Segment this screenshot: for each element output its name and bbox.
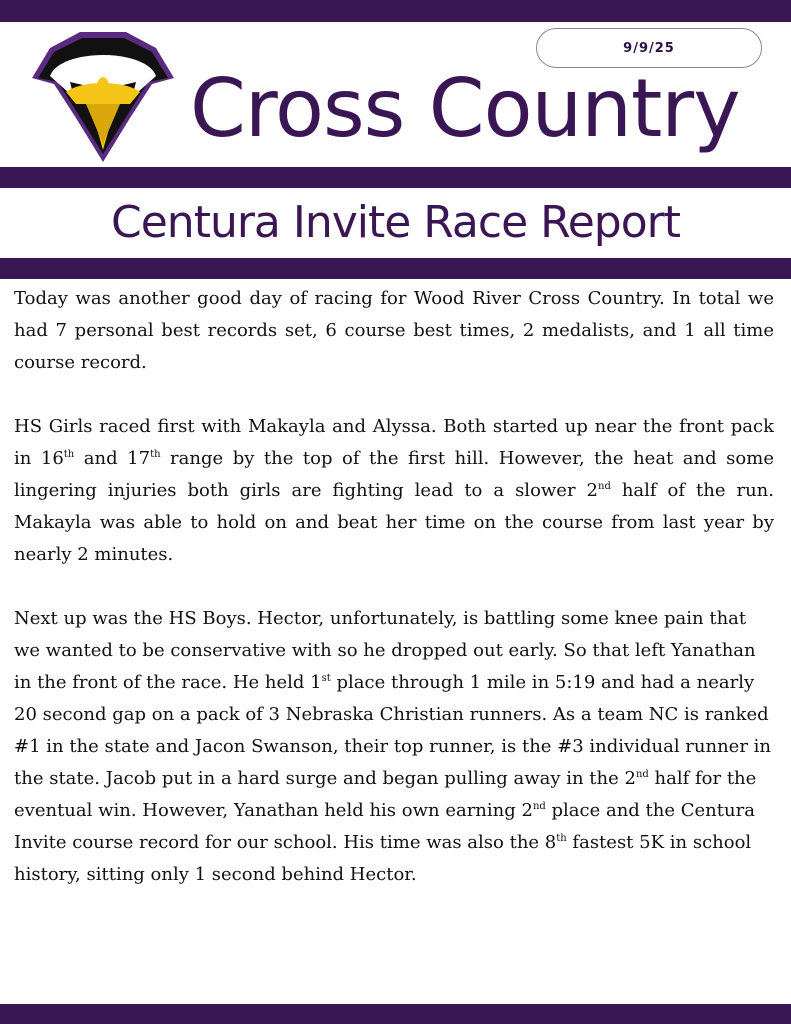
girls-race-paragraph bbox=[14, 411, 774, 571]
text-span: place and the Centura Invite course record for our school. His time was also the 8 bbox=[14, 800, 755, 853]
text-span: Next up was the HS Boys. Hector, unfortunately, is battling some knee pain that we wanted to be conservative with so he dropped out early. So that left Yanathan in the front of the race. He held 1 bbox=[14, 608, 756, 693]
ordinal-suffix: th bbox=[556, 833, 567, 844]
eagle-mascot-logo bbox=[30, 26, 176, 166]
article-body bbox=[14, 283, 774, 891]
text-span: place through 1 mile in 5:19 and had a nearly 20 second gap on a pack of 3 Nebraska Christian runners. As a team NC is ranked #1 in the state and Jacon Swanson, their top runner, is the #3 individual runner in the state. Jacob put in a hard surge and began pulling away in the 2 bbox=[14, 672, 772, 789]
date-badge: 9/9/25 bbox=[536, 28, 762, 68]
bottom-banner-bar bbox=[0, 1004, 791, 1024]
boys-race-paragraph bbox=[14, 603, 774, 891]
intro-paragraph: Today was another good day of racing for Wood River Cross Country. In total we had 7 personal best records set, 6 course best times, 2 medalists, and 1 all time course record. bbox=[14, 288, 774, 373]
text-span: and 17 bbox=[74, 448, 151, 469]
top-banner-bar bbox=[0, 0, 791, 22]
divider-bar bbox=[0, 258, 791, 279]
text-span: fastest 5K in school history, sitting only 1 second behind Hector. bbox=[14, 832, 752, 885]
ordinal-suffix: nd bbox=[532, 801, 546, 812]
text-span: half of the run. Makayla was able to hold on and beat her time on the course from last year by nearly 2 minutes. bbox=[14, 480, 774, 565]
report-subtitle: Centura Invite Race Report bbox=[111, 197, 680, 248]
ordinal-suffix: th bbox=[63, 449, 75, 460]
ordinal-suffix: nd bbox=[635, 769, 649, 780]
text-span: range by the top of the first hill. However, the heat and some lingering injuries both girls are fighting lead to a slower 2 bbox=[14, 448, 774, 501]
page-title: Cross Country bbox=[190, 62, 740, 155]
divider-bar bbox=[0, 167, 791, 188]
ordinal-suffix: th bbox=[150, 449, 161, 460]
ordinal-suffix: nd bbox=[598, 481, 611, 492]
ordinal-suffix: st bbox=[321, 673, 331, 684]
text-span: half for the eventual win. However, Yanathan held his own earning 2 bbox=[14, 768, 757, 821]
text-span: HS Girls raced first with Makayla and Alyssa. Both started up near the front pack in 16 bbox=[14, 416, 774, 469]
